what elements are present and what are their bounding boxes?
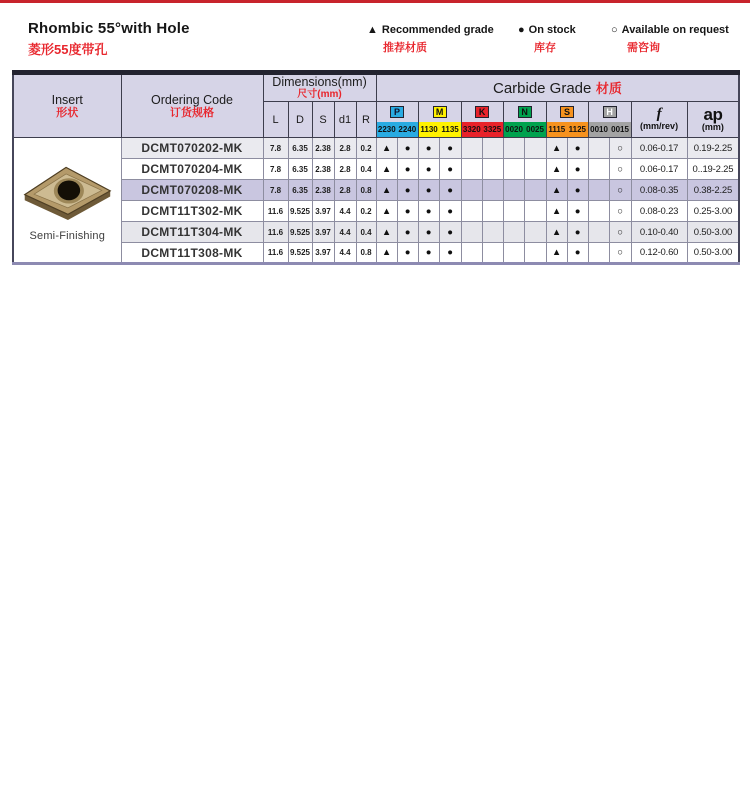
dimension-value-cell: 6.35 [288,159,312,180]
grade-letter-badge: P [390,106,404,118]
table-row [13,201,739,222]
grade-code-band [419,122,461,137]
grade-availability-cell [588,201,609,222]
grade-availability-cell: ▲ [546,138,567,159]
dimension-value-cell: 2.8 [334,138,356,159]
table-row [13,222,739,243]
grade-availability-cell: ▲ [376,222,397,243]
grade-availability-cell [461,201,482,222]
grade-availability-cell [524,243,546,264]
dimension-value-cell: 3.97 [312,243,334,264]
grade-availability-cell: ▲ [376,159,397,180]
grade-availability-cell [503,222,524,243]
table-row [13,159,739,180]
grade-availability-cell [461,243,482,264]
grade-group-N [503,102,546,138]
grade-code-band [547,122,588,137]
col-header-ordering-code: Ordering Code 订货规格 [121,73,263,138]
dimension-value-cell: 0.8 [356,180,376,201]
grade-availability-cell [503,201,524,222]
grade-availability-cell: ● [567,138,588,159]
feed-range-cell: 0.06-0.17 [631,159,687,180]
dimension-value-cell: 9.525 [288,201,312,222]
grade-code-band [504,122,546,137]
grade-availability-cell: ○ [609,159,631,180]
grade-code: 3320 [462,125,481,134]
grade-availability-cell [588,222,609,243]
grade-letter-badge: N [518,106,532,118]
col-header-carbide-grade: Carbide Grade 材质 [376,73,739,102]
legend-on-stock-label-zh: 库存 [534,42,556,54]
grade-availability-cell: ● [397,138,418,159]
grade-availability-cell [524,159,546,180]
grade-code: 0010 [590,125,608,134]
dimension-value-cell: 2.38 [312,180,334,201]
page-title [28,20,190,58]
grade-availability-cell [461,159,482,180]
feed-range-cell: 0.10-0.40 [631,222,687,243]
grade-availability-cell: ● [397,159,418,180]
ordering-code-cell: DCMT070208-MK [121,180,263,201]
grade-availability-cell [588,159,609,180]
legend-available-on-request [611,24,729,55]
legend-on-stock [518,24,576,55]
ordering-code-cell: DCMT070204-MK [121,159,263,180]
feed-range-cell: 0.08-0.23 [631,201,687,222]
grade-availability-cell [503,138,524,159]
filled-triangle-icon: ▲ [367,24,378,36]
dimension-value-cell: 11.6 [263,243,288,264]
dimension-value-cell: 0.4 [356,222,376,243]
grade-availability-cell: ● [418,159,439,180]
table-row [13,138,739,159]
grade-availability-cell: ● [439,180,461,201]
grade-availability-cell: ● [418,138,439,159]
col-header-insert: Insert 形状 [13,73,121,138]
dimension-value-cell: 11.6 [263,222,288,243]
grade-availability-cell: ● [418,180,439,201]
grade-code: 3325 [483,125,502,134]
grade-availability-cell: ● [418,243,439,264]
dimension-value-cell: 7.8 [263,180,288,201]
grade-availability-cell [461,222,482,243]
legend-on-stock-label: On stock [528,24,576,36]
dimension-value-cell: 9.525 [288,222,312,243]
grade-availability-cell: ● [397,180,418,201]
insert-catalog-table [12,70,740,265]
legend-recommended-grade [367,24,494,55]
grade-group-K [461,102,503,138]
grade-availability-cell [482,138,503,159]
grade-letter-badge: M [433,106,447,118]
grade-code: 1130 [420,125,438,134]
legend-recommended-label: Recommended grade [381,24,494,36]
insert-shape-cell [13,138,121,264]
ordering-code-cell: DCMT070202-MK [121,138,263,159]
dimension-value-cell: 0.2 [356,201,376,222]
grade-letter-badge: K [475,106,489,118]
grade-code-band [462,122,503,137]
grade-availability-cell: ● [439,159,461,180]
grade-letter-badge: H [603,106,617,118]
grade-availability-cell [482,201,503,222]
grade-code: 0020 [505,125,523,134]
grade-availability-cell: ○ [609,201,631,222]
grade-availability-cell [524,222,546,243]
grade-availability-cell [524,138,546,159]
grade-availability-cell [482,159,503,180]
grade-availability-cell [524,180,546,201]
dimension-value-cell: 4.4 [334,201,356,222]
feed-range-cell: 0.12-0.60 [631,243,687,264]
open-circle-icon: ○ [611,24,618,36]
ap-range-cell: 0.38-2.25 [687,180,739,201]
grade-code: 2240 [398,125,417,134]
grade-availability-cell: ○ [609,222,631,243]
feed-range-cell: 0.08-0.35 [631,180,687,201]
ap-range-cell: 0.50-3.00 [687,222,739,243]
col-header-ap: ap (mm) [687,102,739,138]
grade-availability-cell: ▲ [376,243,397,264]
table-row [13,243,739,264]
grade-group-P [376,102,418,138]
grade-availability-cell: ▲ [546,201,567,222]
grade-availability-cell [503,243,524,264]
dimension-value-cell: 6.35 [288,138,312,159]
ordering-code-cell: DCMT11T304-MK [121,222,263,243]
ap-range-cell: 0..19-2.25 [687,159,739,180]
grade-group-S [546,102,588,138]
legend-recommended-label-zh: 推荐材质 [383,42,427,54]
dimension-value-cell: 3.97 [312,201,334,222]
grade-letter-badge: S [560,106,574,118]
grade-group-H [588,102,631,138]
grade-availability-cell: ● [439,222,461,243]
rhombic-insert-image [20,158,114,220]
grade-code-band [589,122,631,137]
grade-availability-cell: ● [418,201,439,222]
grade-availability-cell [482,243,503,264]
grade-availability-cell [588,180,609,201]
grade-availability-cell [524,201,546,222]
col-header-dimensions: Dimensions(mm) 尺寸(mm) [263,73,376,102]
dimension-value-cell: 3.97 [312,222,334,243]
grade-availability-cell: ▲ [546,180,567,201]
insert-finish-label: Semi-Finishing [29,230,106,242]
grade-availability-cell: ● [567,180,588,201]
dimension-value-cell: 2.8 [334,180,356,201]
grade-availability-cell: ● [418,222,439,243]
grade-availability-cell: ● [439,201,461,222]
page-title-zh: 菱形55度带孔 [28,42,108,57]
dimension-value-cell: 7.8 [263,159,288,180]
grade-availability-cell: ● [439,138,461,159]
top-red-rule [0,0,750,3]
filled-circle-icon: ● [518,24,525,36]
dimension-value-cell: 11.6 [263,201,288,222]
grade-code: 1115 [548,125,566,134]
ordering-code-cell: DCMT11T302-MK [121,201,263,222]
dimension-value-cell: 2.38 [312,159,334,180]
grade-availability-cell [461,180,482,201]
legend-available-label: Available on request [621,24,729,36]
page-title-en: Rhombic 55°with Hole [28,20,190,37]
grade-availability-cell [503,180,524,201]
table-row [13,180,739,201]
grade-availability-cell: ● [397,243,418,264]
grade-availability-cell: ● [567,243,588,264]
dimension-value-cell: 0.4 [356,159,376,180]
grade-code: 2230 [377,125,396,134]
dimension-value-cell: 0.8 [356,243,376,264]
col-header-D: D [288,102,312,138]
grade-availability-cell: ○ [609,138,631,159]
grade-availability-cell: ▲ [546,222,567,243]
grade-availability-cell: ▲ [376,201,397,222]
col-header-R: R [356,102,376,138]
ap-range-cell: 0.25-3.00 [687,201,739,222]
grade-availability-cell: ▲ [546,159,567,180]
dimension-value-cell: 2.38 [312,138,334,159]
col-header-feed: f (mm/rev) [631,102,687,138]
legend-available-label-zh: 需咨询 [627,42,660,54]
grade-availability-cell [461,138,482,159]
grade-availability-cell: ● [567,222,588,243]
grade-availability-cell: ● [439,243,461,264]
dimension-value-cell: 2.8 [334,159,356,180]
col-header-S: S [312,102,334,138]
feed-range-cell: 0.06-0.17 [631,138,687,159]
grade-code: 1125 [568,125,586,134]
grade-availability-cell [588,138,609,159]
grade-code: 0015 [611,125,629,134]
grade-availability-cell: ● [397,201,418,222]
col-header-L: L [263,102,288,138]
ap-range-cell: 0.19-2.25 [687,138,739,159]
dimension-value-cell: 7.8 [263,138,288,159]
dimension-value-cell: 6.35 [288,180,312,201]
grade-availability-cell: ● [397,222,418,243]
dimension-value-cell: 4.4 [334,222,356,243]
grade-availability-cell: ● [567,159,588,180]
ordering-code-cell: DCMT11T308-MK [121,243,263,264]
ap-range-cell: 0.50-3.00 [687,243,739,264]
grade-availability-cell [482,222,503,243]
grade-code: 0025 [526,125,544,134]
grade-availability-cell [503,159,524,180]
dimension-value-cell: 0.2 [356,138,376,159]
grade-availability-cell: ● [567,201,588,222]
grade-availability-cell [588,243,609,264]
grade-availability-cell: ○ [609,180,631,201]
grade-availability-cell [482,180,503,201]
dimension-value-cell: 9.525 [288,243,312,264]
grade-availability-cell: ▲ [376,138,397,159]
grade-availability-cell: ○ [609,243,631,264]
col-header-d1: d1 [334,102,356,138]
dimension-value-cell: 4.4 [334,243,356,264]
grade-code-band [377,122,418,137]
grade-group-M [418,102,461,138]
grade-availability-cell: ▲ [376,180,397,201]
grade-availability-cell: ▲ [546,243,567,264]
grade-code: 1135 [441,125,459,134]
